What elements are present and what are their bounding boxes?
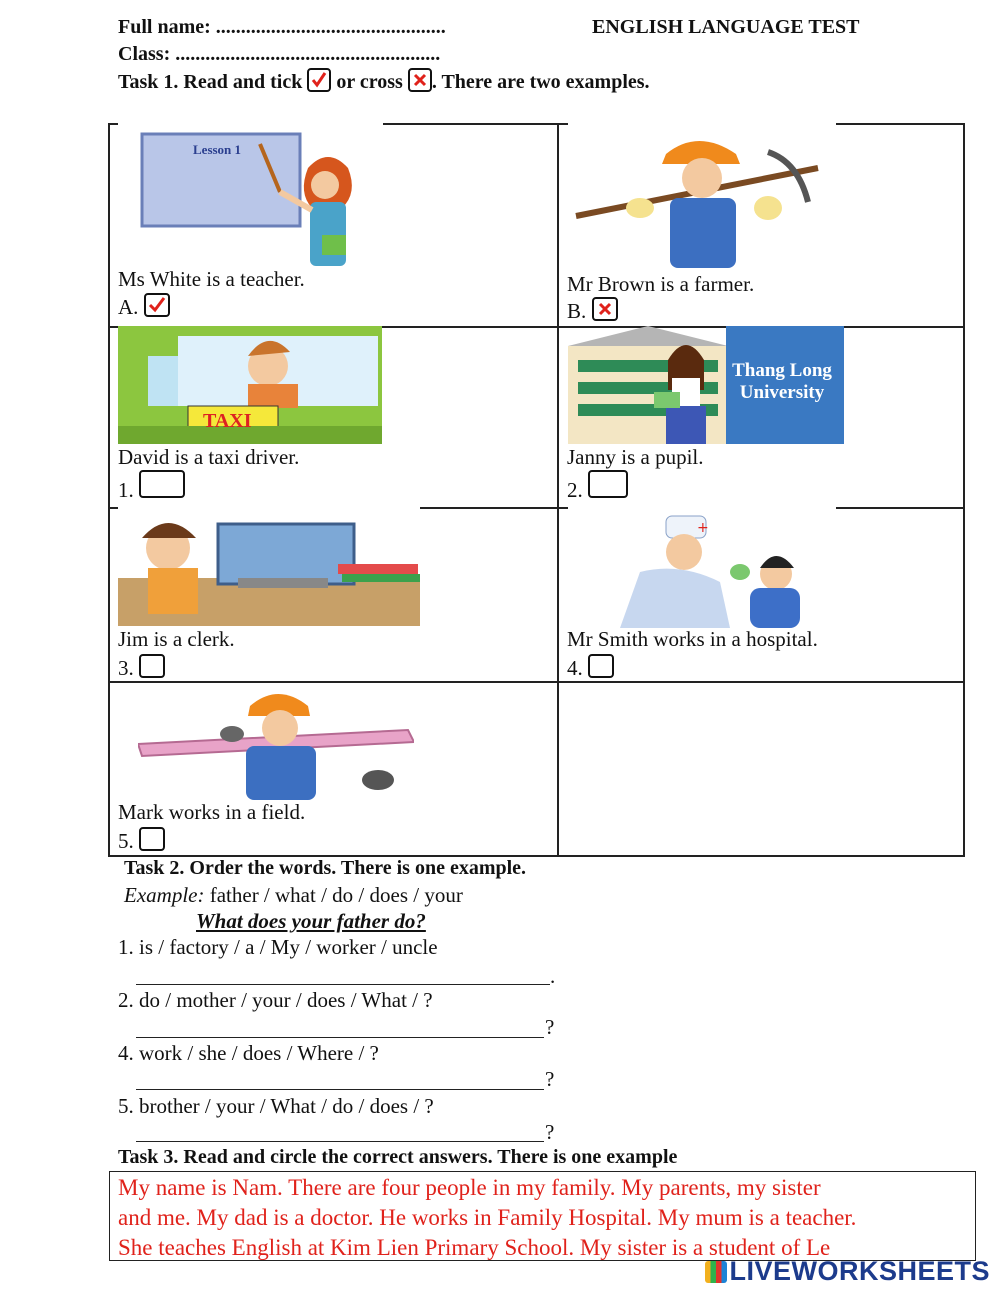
answer-2 (567, 478, 628, 506)
sentence-1: David is a taxi driver. (118, 445, 300, 469)
answer-4-box[interactable] (588, 654, 614, 678)
svg-text:+: + (697, 520, 709, 536)
worker-picture (138, 684, 414, 800)
task1-title-part2: or cross (336, 71, 403, 93)
task2-end-2: ? (545, 1015, 555, 1039)
task3-passage-line-2: and me. My dad is a doctor. He works in Family Hospital. My mum is a teacher. (118, 1205, 857, 1230)
sentence-4: Mr Smith works in a hospital. (567, 627, 818, 651)
answer-1 (118, 478, 185, 506)
answer-a-tick-icon (144, 293, 170, 317)
farmer-picture (568, 128, 820, 268)
sentence-5: Mark works in a field. (118, 800, 306, 824)
answer-3 (118, 656, 165, 682)
sentence-2: Janny is a pupil. (567, 445, 704, 469)
task2-end-3: ? (545, 1067, 555, 1091)
liveworksheets-logo-text: LIVEWORKSHEETS (729, 1256, 990, 1286)
answer-b-cross-icon (592, 297, 618, 321)
task2-question-4: 5. brother / your / What / do / does / ? (118, 1094, 434, 1118)
task2-title: Task 2. Order the words. There is one example. (124, 857, 527, 879)
university-sign-line1: Thang Long (732, 360, 832, 381)
task2-answer-line-2[interactable] (136, 1037, 544, 1038)
task2-answer-line-4[interactable] (136, 1141, 544, 1142)
answer-4 (567, 656, 614, 682)
task2-example (124, 883, 463, 908)
lesson-label: Lesson 1 (193, 142, 242, 157)
answer-b (567, 299, 618, 325)
task2-question-1: 1. is / factory / a / My / worker / uncle (118, 935, 438, 959)
task3-passage-line-1: My name is Nam. There are four people in my family. My parents, my sister (118, 1175, 821, 1200)
taxi-sign: TAXI (203, 410, 252, 432)
task2-example-words: father / what / do / does / your (204, 883, 463, 907)
sentence-a: Ms White is a teacher. (118, 267, 305, 291)
task3-passage-line-3: She teaches English at Kim Lien Primary School. My sister is a student of Le (118, 1235, 831, 1260)
task1-title (118, 71, 650, 95)
answer-2-box[interactable] (588, 470, 628, 498)
cross-example-icon (408, 68, 432, 92)
university-sign (730, 360, 834, 404)
task3-title: Task 3. Read and circle the correct answers. There is one example (118, 1146, 678, 1168)
answer-4-label: 4. (567, 656, 583, 680)
teacher-picture (140, 130, 370, 266)
sentence-3: Jim is a clerk. (118, 627, 235, 651)
task1-title-part1: Task 1. Read and tick (118, 71, 303, 93)
full-name-field: Full name: .............................................. (118, 16, 446, 38)
answer-b-label: B. (567, 299, 587, 323)
task2-question-3: 4. work / she / does / Where / ? (118, 1041, 379, 1065)
clerk-picture (118, 518, 420, 626)
answer-a-label: A. (118, 295, 139, 319)
answer-a (118, 295, 170, 321)
answer-3-box[interactable] (139, 654, 165, 678)
liveworksheets-logo-icon (705, 1261, 727, 1283)
answer-1-box[interactable] (139, 470, 185, 498)
answer-3-label: 3. (118, 656, 134, 680)
answer-1-label: 1. (118, 478, 134, 502)
answer-5 (118, 829, 165, 855)
answer-2-label: 2. (567, 478, 583, 502)
sentence-b: Mr Brown is a farmer. (567, 272, 755, 296)
doctor-picture (600, 512, 810, 628)
answer-5-box[interactable] (139, 827, 165, 851)
task2-example-answer: What does your father do? (196, 909, 426, 933)
task2-question-2: 2. do / mother / your / does / What / ? (118, 988, 433, 1012)
tick-example-icon (307, 68, 331, 92)
test-title: ENGLISH LANGUAGE TEST (592, 16, 860, 38)
answer-5-label: 5. (118, 829, 134, 853)
task2-end-1: . (550, 964, 556, 988)
task3-passage (110, 1172, 975, 1261)
task2-example-label: Example: (124, 883, 205, 907)
task2-answer-line-1[interactable] (136, 984, 550, 985)
university-sign-line2: University (739, 382, 825, 403)
liveworksheets-logo (705, 1256, 990, 1287)
task2-end-4: ? (545, 1120, 555, 1144)
class-field: Class: ..................................................... (118, 43, 441, 65)
task3-passage-box (109, 1171, 976, 1261)
task1-title-part3: . There are two examples. (431, 71, 650, 93)
task2-answer-line-3[interactable] (136, 1089, 544, 1090)
